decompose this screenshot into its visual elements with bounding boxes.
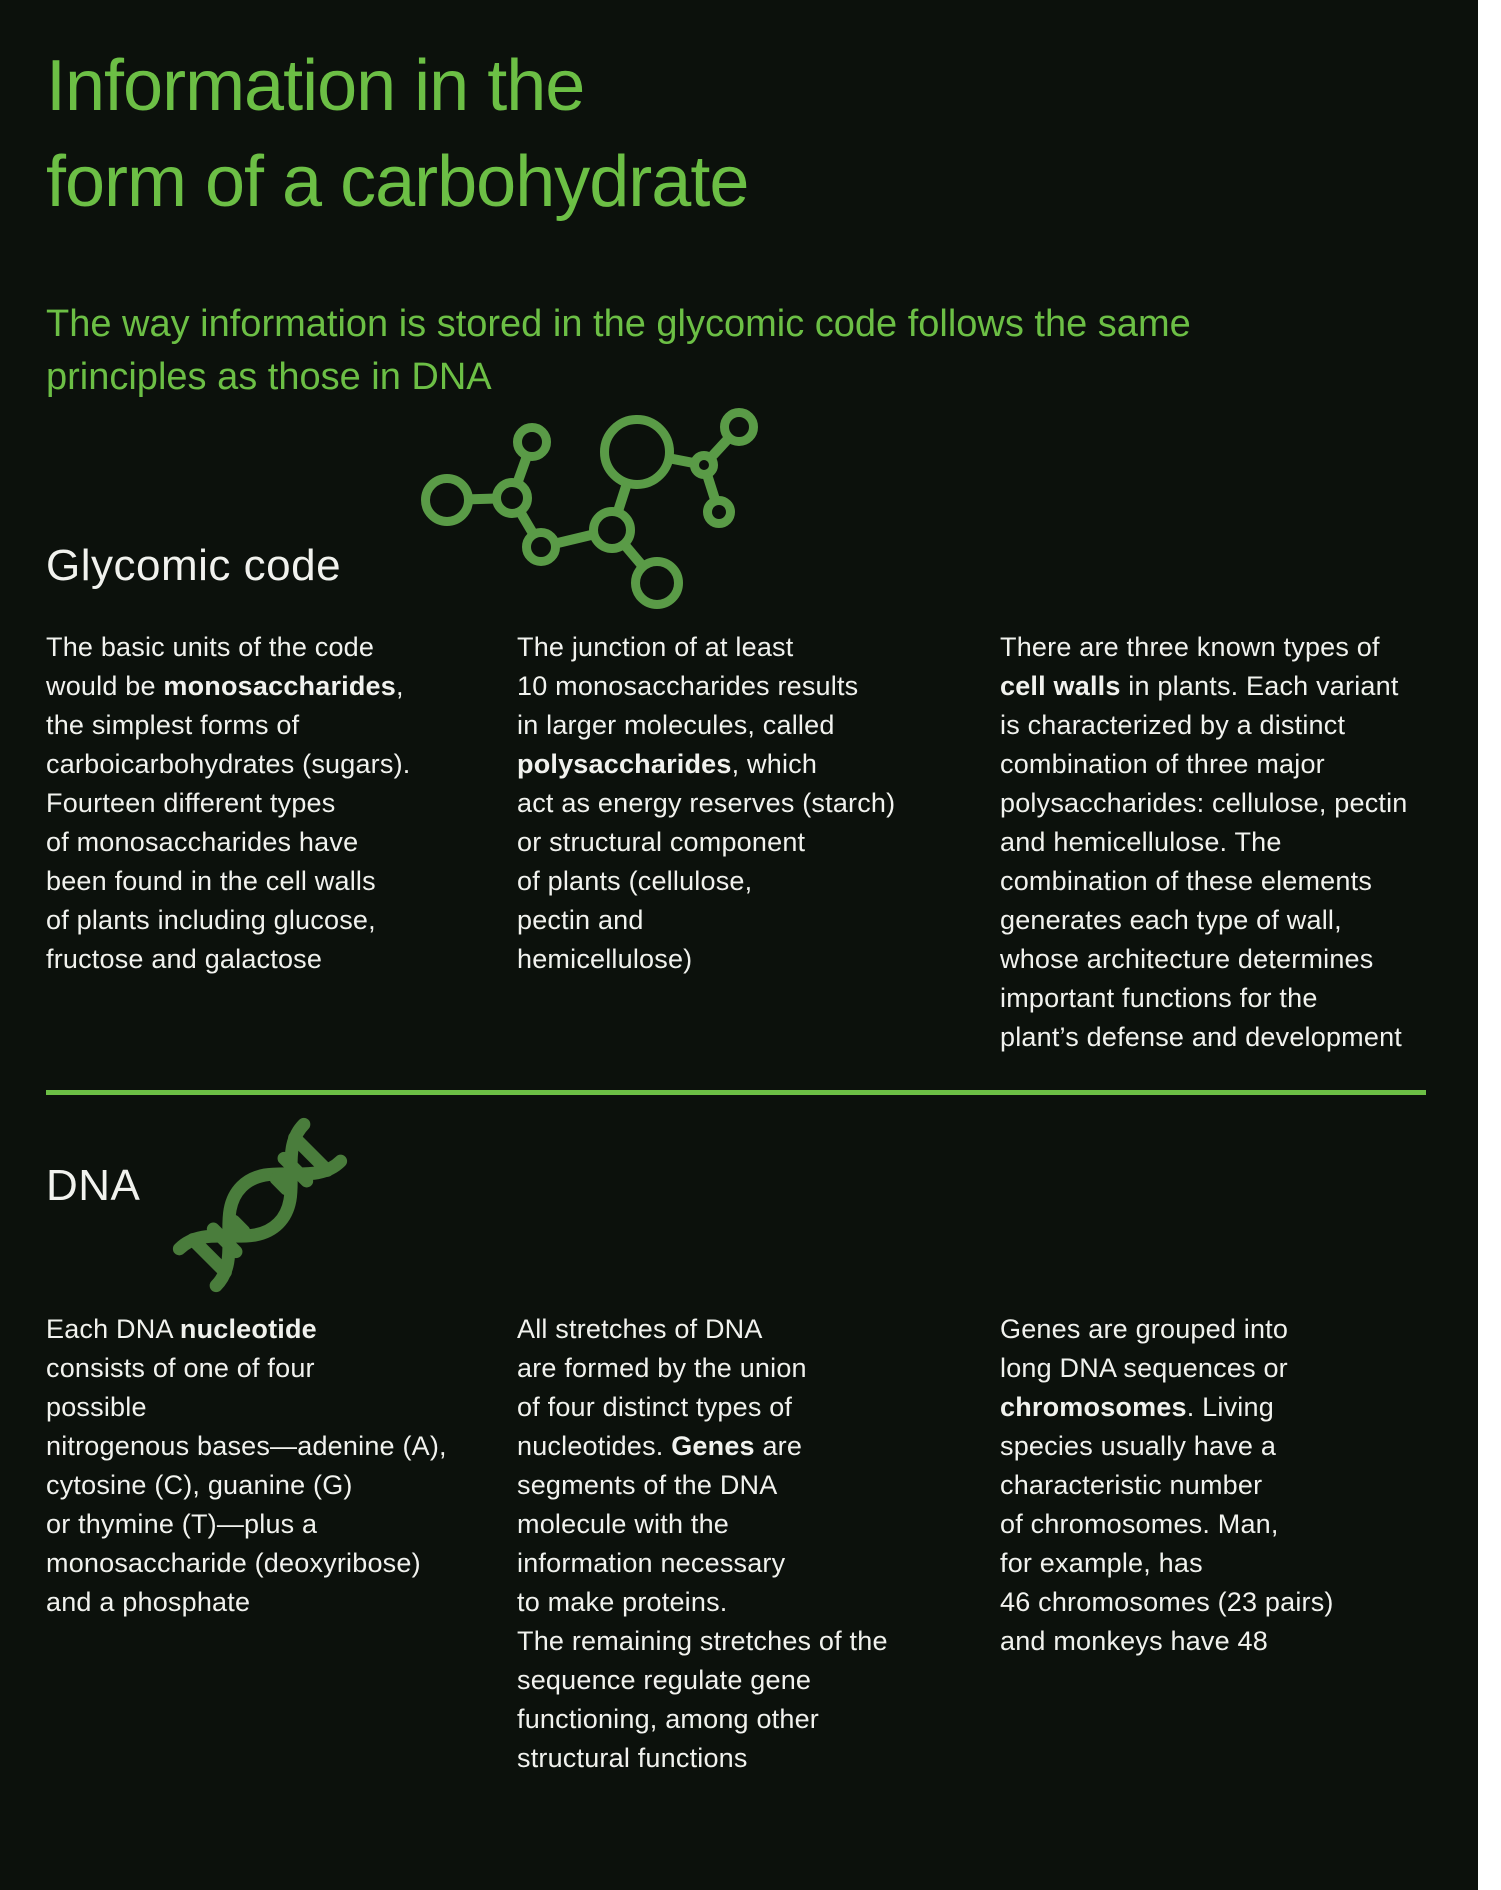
- page-title: Information in the form of a carbohydrate: [46, 46, 749, 222]
- dna-helix-icon: [170, 1116, 350, 1298]
- glycomic-column-1: The basic units of the code would be monosaccharides, the simplest forms of carboicarbohydrates (sugars). Fourteen different types of monosaccharides have been found in the cell walls of plants including glucose, fructose and galactose: [46, 632, 411, 974]
- molecule-network-icon: [418, 400, 768, 615]
- section-heading-dna: DNA: [46, 1161, 141, 1210]
- dna-column-1: Each DNA nucleotide consists of one of four possible nitrogenous bases—adenine (A), cytosine (C), guanine (G) or thymine (T)—plus a monosaccharide (deoxyribose) and a phosphate: [46, 1314, 447, 1617]
- molecule-bonds: [447, 427, 739, 583]
- page-subtitle: The way information is stored in the glycomic code follows the same principles as those in DNA: [46, 303, 1191, 398]
- glycomic-column-3: There are three known types of cell walls in plants. Each variant is characterized by a distinct combination of three major polysaccharides: cellulose, pectin and hemicellulose. The combination of these elements generates each type of wall, whose architecture determines important functions for the plant’s defense and development: [1000, 632, 1408, 1052]
- section-heading-glycomic: Glycomic code: [46, 541, 342, 590]
- dna-column-2: All stretches of DNA are formed by the union of four distinct types of nucleotides. Genes are segments of the DNA molecule with the information necessary to make proteins. The remaining stretches of the sequence regulate gene functioning, among other structural functions: [517, 1314, 888, 1773]
- molecule-atoms: [426, 413, 754, 605]
- dna-column-3: Genes are grouped into long DNA sequences or chromosomes. Living species usually have a characteristic number of chromosomes. Man, for example, has 46 chromosomes (23 pairs) and monkeys have 48: [1000, 1314, 1334, 1656]
- dna-helix-group: [179, 1124, 340, 1285]
- glycomic-column-2: The junction of at least 10 monosaccharides results in larger molecules, called polysaccharides, which act as energy reserves (starch) or structural component of plants (cellulose, pectin and hemicellulose): [517, 632, 896, 974]
- section-divider: [46, 1090, 1426, 1095]
